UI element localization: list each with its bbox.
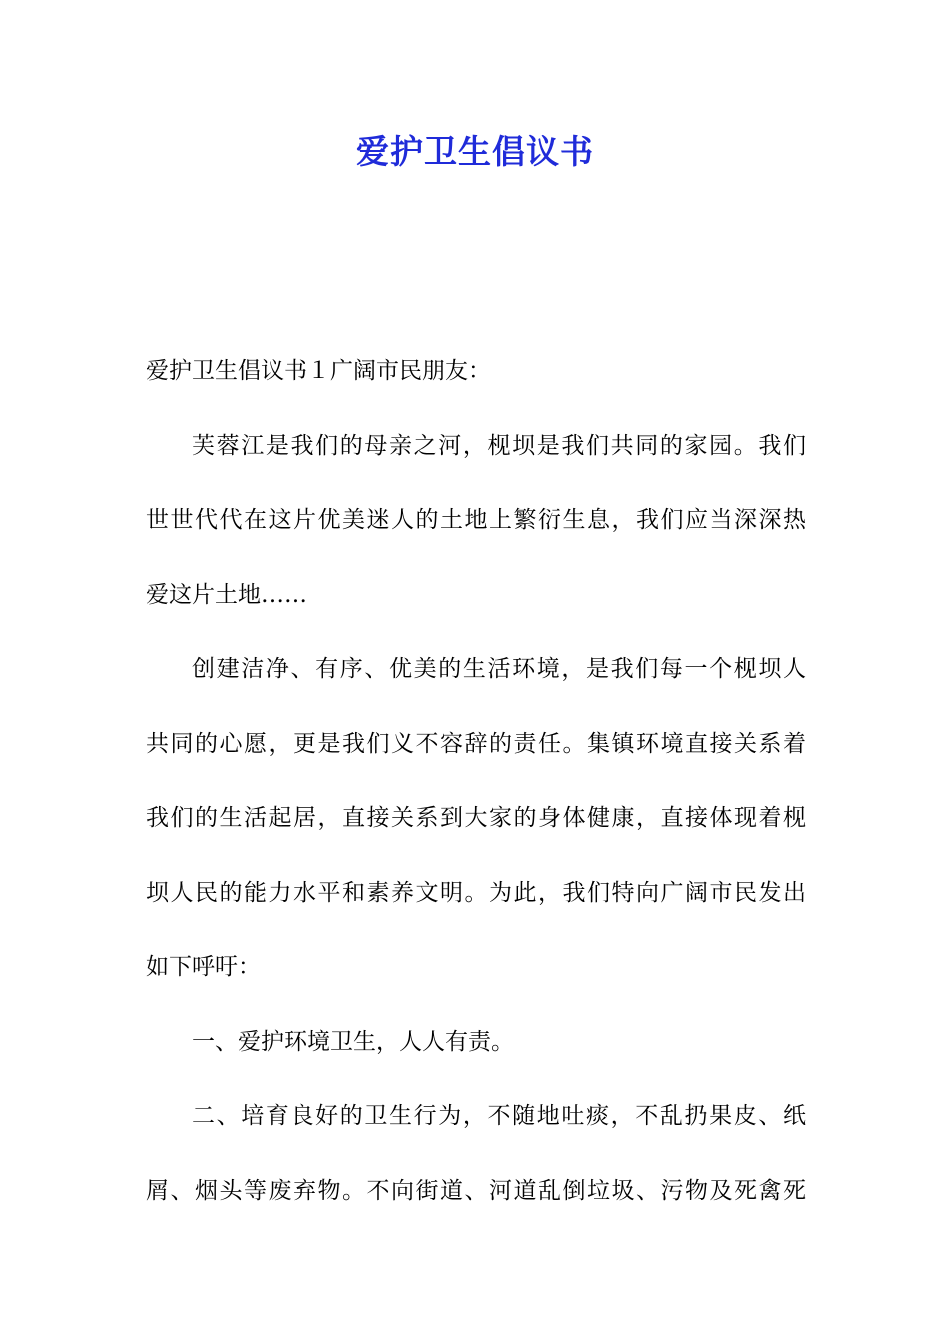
paragraph-line: 一、爱护环境卫生，人人有责。 — [192, 1028, 514, 1055]
paragraph-line: 世世代代在这片优美迷人的土地上繁衍生息，我们应当深深热 — [146, 507, 806, 533]
paragraph-line: 二、培育良好的卫生行为，不随地吐痰，不乱扔果皮、纸 — [192, 1103, 806, 1129]
paragraph-salutation — [146, 334, 806, 409]
paragraph-4 — [146, 1079, 806, 1228]
paragraph-line: 爱这片土地…… — [146, 581, 307, 608]
paragraph-line: 屑、烟头等废弃物。不向街道、河道乱倒垃圾、污物及死禽死 — [146, 1177, 806, 1204]
paragraph-line: 芙蓉江是我们的母亲之河，枧坝是我们共同的家园。我们 — [192, 432, 806, 459]
paragraph-line: 创建洁净、有序、优美的生活环境，是我们每一个枧坝人 — [192, 656, 806, 682]
paragraph-line: 爱护卫生倡议书１广阔市民朋友： — [146, 358, 491, 384]
document-title: 爱护卫生倡议书 — [356, 132, 594, 171]
paragraph-2 — [146, 632, 806, 1005]
paragraph-line: 我们的生活起居，直接关系到大家的身体健康，直接体现着枧 — [146, 805, 806, 831]
paragraph-1 — [146, 409, 806, 633]
paragraph-line: 坝人民的能力水平和素养文明。为此，我们特向广阔市民发出 — [146, 879, 806, 906]
paragraph-3 — [146, 1005, 806, 1080]
paragraph-line: 共同的心愿，更是我们义不容辞的责任。集镇环境直接关系着 — [146, 730, 806, 757]
paragraph-line: 如下呼吁： — [146, 954, 261, 980]
document-body — [146, 334, 806, 1228]
